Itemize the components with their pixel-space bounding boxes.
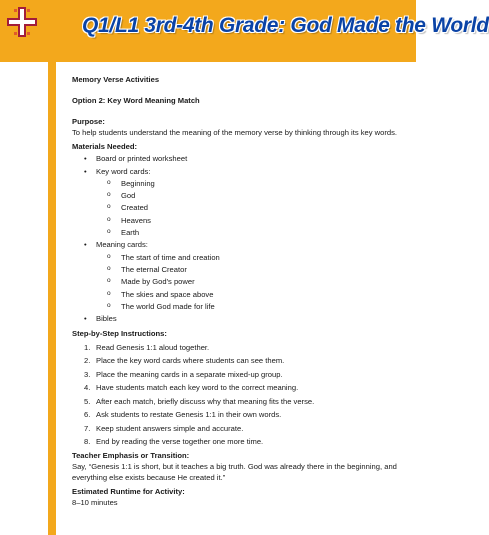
emphasis-text: Say, “Genesis 1:1 is short, but it teaches a big truth. God was already there in the beginning, and everything else exists because He created it.” (72, 462, 397, 483)
meaning-item: o The skies and space above (72, 289, 408, 300)
materials-item-board: • Board or printed worksheet (72, 153, 408, 164)
keyword-item: o Created (72, 202, 408, 213)
left-accent-band (48, 0, 56, 535)
steps-label: Step-by-Step Instructions: (72, 329, 167, 339)
materials-item-keyword-cards (72, 166, 408, 238)
keyword-cards-label: Key word cards: (96, 166, 151, 176)
step-item (72, 355, 408, 366)
option-heading: Option 2: Key Word Meaning Match (72, 96, 200, 105)
step-item (72, 409, 408, 420)
step-number: 5. (84, 396, 91, 406)
step-number: 4. (84, 383, 91, 393)
emphasis-label: Teacher Emphasis or Transition: (72, 451, 190, 461)
step-number: 7. (84, 423, 91, 433)
step-text: Have students match each key word to the correct meaning. (96, 383, 299, 393)
cross-logo-icon (5, 5, 39, 39)
step-number: 1. (84, 342, 91, 352)
step-text: After each match, briefly discuss why that meaning fits the verse. (96, 396, 315, 406)
runtime-text: 8–10 minutes (72, 498, 118, 508)
step-text: Ask students to restate Genesis 1:1 in their own words. (96, 410, 282, 420)
keyword-item: o Heavens (72, 215, 408, 226)
meaning-list (72, 252, 408, 312)
step-item (72, 423, 408, 434)
step-text: Keep student answers simple and accurate. (96, 423, 244, 433)
step-text: Place the meaning cards in a separate mixed-up group. (96, 369, 283, 379)
step-item (72, 382, 408, 393)
step-number: 6. (84, 410, 91, 420)
keyword-list (72, 178, 408, 238)
materials-item-meaning-cards (72, 239, 408, 311)
section-heading: Memory Verse Activities (72, 75, 160, 84)
steps-list (72, 342, 408, 448)
step-number: 2. (84, 356, 91, 366)
step-text: Read Genesis 1:1 aloud together. (96, 342, 210, 352)
materials-list (72, 153, 408, 324)
runtime-label: Estimated Runtime for Activity: (72, 487, 185, 497)
keyword-item: o Beginning (72, 178, 408, 189)
document-content (72, 70, 408, 508)
step-item (72, 369, 408, 380)
step-item (72, 396, 408, 407)
meaning-item: o The world God made for life (72, 301, 408, 312)
materials-label: Materials Needed: (72, 142, 137, 151)
meaning-cards-label: Meaning cards: (96, 240, 148, 250)
page-title: Q1/L1 3rd-4th Grade: God Made the World (82, 14, 489, 37)
keyword-item: o Earth (72, 227, 408, 238)
step-text: Place the key word cards where students can see them. (96, 356, 285, 366)
purpose-text: To help students understand the meaning of the memory verse by thinking through its key words. (72, 128, 398, 137)
step-number: 8. (84, 437, 91, 447)
step-text: End by reading the verse together one more time. (96, 437, 264, 447)
meaning-item: o The eternal Creator (72, 264, 408, 275)
keyword-item: o God (72, 190, 408, 201)
step-number: 3. (84, 369, 91, 379)
step-item (72, 436, 408, 447)
purpose-label: Purpose: (72, 117, 105, 126)
step-item (72, 342, 408, 353)
meaning-item: o The start of time and creation (72, 252, 408, 263)
meaning-item: o Made by God's power (72, 276, 408, 287)
materials-item-bibles: • Bibles (72, 313, 408, 324)
